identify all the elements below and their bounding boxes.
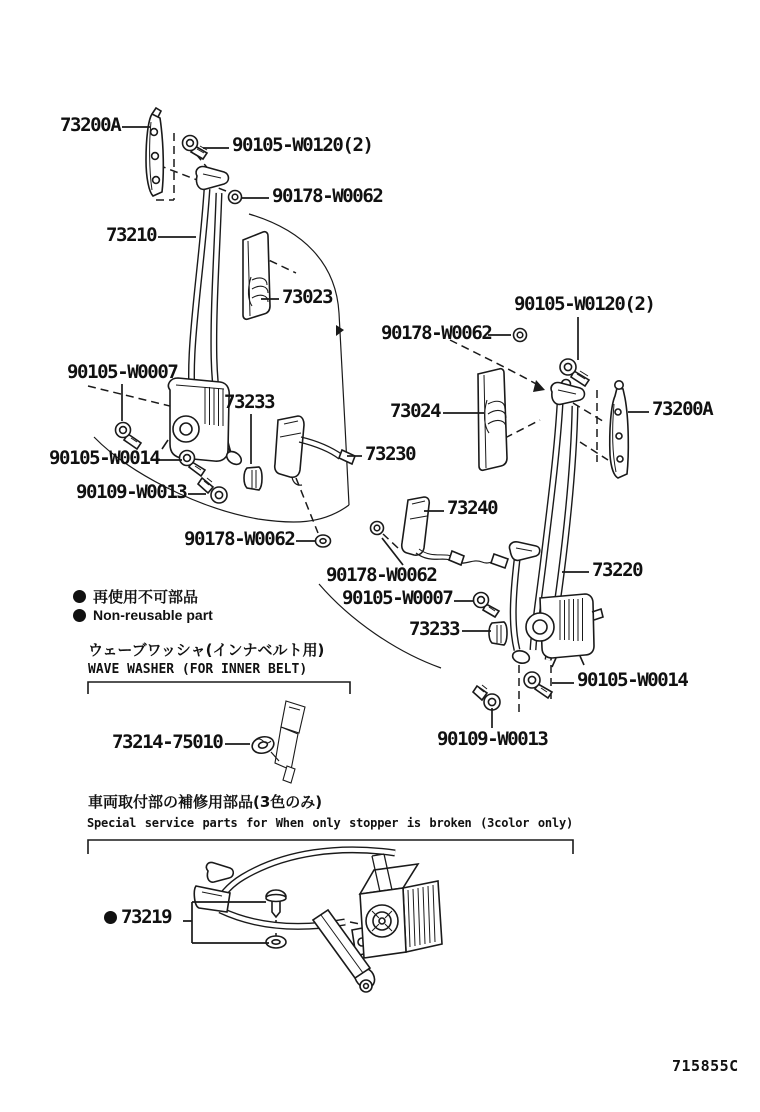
wave-washer-title-jp: ウェーブワッシャ(インナベルト用) xyxy=(88,641,325,659)
part-label-90105-w0120-left: 90105-W0120(2) xyxy=(232,134,373,156)
non-reusable-dot-icon xyxy=(73,609,86,622)
part-label-73210: 73210 xyxy=(106,224,157,246)
nut-icon xyxy=(371,522,384,535)
legend-text-jp: 再使用不可部品 xyxy=(93,588,199,606)
special-service-title-en: Special service parts for When only stopper is broken (3color only) xyxy=(87,816,573,830)
belt-end-loop xyxy=(511,649,531,665)
pillar-garnish-right-icon xyxy=(478,369,507,471)
bolt-icon xyxy=(116,423,142,450)
belt-upper-anchor-left-icon xyxy=(196,167,228,190)
special-service-title-jp: 車両取付部の補修用部品(3色のみ) xyxy=(88,793,323,811)
part-label-90105-w0014-left: 90105-W0014 xyxy=(49,447,160,469)
part-label-90178-w0062-right-mid: 90178-W0062 xyxy=(326,564,437,586)
stopper-pin-icon xyxy=(266,890,286,917)
retractor-bottom-icon xyxy=(360,854,442,958)
part-label-90178-w0062-left-bottom: 90178-W0062 xyxy=(184,528,295,550)
clip-icon xyxy=(244,467,262,490)
part-label-73233-right: 73233 xyxy=(409,618,460,640)
washer-icon xyxy=(316,535,331,547)
part-label-90105-w0007-left: 90105-W0007 xyxy=(67,361,178,383)
bolt-icon xyxy=(524,672,552,698)
figure-code: 715855C xyxy=(672,1057,739,1075)
bolt-icon xyxy=(198,478,227,503)
part-label-73230: 73230 xyxy=(365,443,416,465)
part-label-90105-w0007-right: 90105-W0007 xyxy=(342,587,453,609)
legend-row-jp xyxy=(73,586,198,607)
part-label-73240: 73240 xyxy=(447,497,498,519)
part-label-73220: 73220 xyxy=(592,559,643,581)
part-label-73214-75010: 73214-75010 xyxy=(112,731,223,753)
inner-belt-outline-icon xyxy=(275,701,305,783)
part-label-73023: 73023 xyxy=(282,286,333,308)
legend-text-en: Non-reusable part xyxy=(93,607,213,623)
part-label-90178-w0062-right-top: 90178-W0062 xyxy=(381,322,492,344)
belt-guide-loop-icon xyxy=(509,542,539,561)
part-label-73233-left: 73233 xyxy=(224,391,275,413)
part-label-73200a-right: 73200A xyxy=(652,398,713,420)
bolt-icon xyxy=(474,593,500,618)
parts xyxy=(116,108,629,992)
part-label-73219: 73219 xyxy=(104,908,171,927)
bolt-icon xyxy=(473,685,500,710)
anchor-plate-right-icon xyxy=(610,381,629,478)
part-label-90105-w0120-right: 90105-W0120(2) xyxy=(514,293,655,315)
stopper-washer-icon xyxy=(266,936,286,948)
nut-icon xyxy=(514,329,527,342)
pillar-garnish-left-icon xyxy=(243,232,270,320)
clip-icon xyxy=(489,622,507,645)
non-reusable-dot-icon xyxy=(73,590,86,603)
part-label-90178-w0062-left-top: 90178-W0062 xyxy=(272,185,383,207)
part-label-90105-w0014-right: 90105-W0014 xyxy=(577,669,688,691)
part-label-90109-w0013-left: 90109-W0013 xyxy=(76,481,187,503)
legend-row-en xyxy=(73,607,213,623)
anchor-plate-left-icon xyxy=(146,108,163,196)
nut-icon xyxy=(229,191,242,204)
wave-washer-title-en: WAVE WASHER (FOR INNER BELT) xyxy=(88,662,308,677)
part-label-90109-w0013-right: 90109-W0013 xyxy=(437,728,548,750)
arrowhead xyxy=(533,380,545,392)
part-label-73200a-left: 73200A xyxy=(60,114,121,136)
inner-belt-buckle-left-icon xyxy=(275,416,355,485)
part-label-73024: 73024 xyxy=(390,400,441,422)
non-reusable-dot-icon xyxy=(104,911,117,924)
